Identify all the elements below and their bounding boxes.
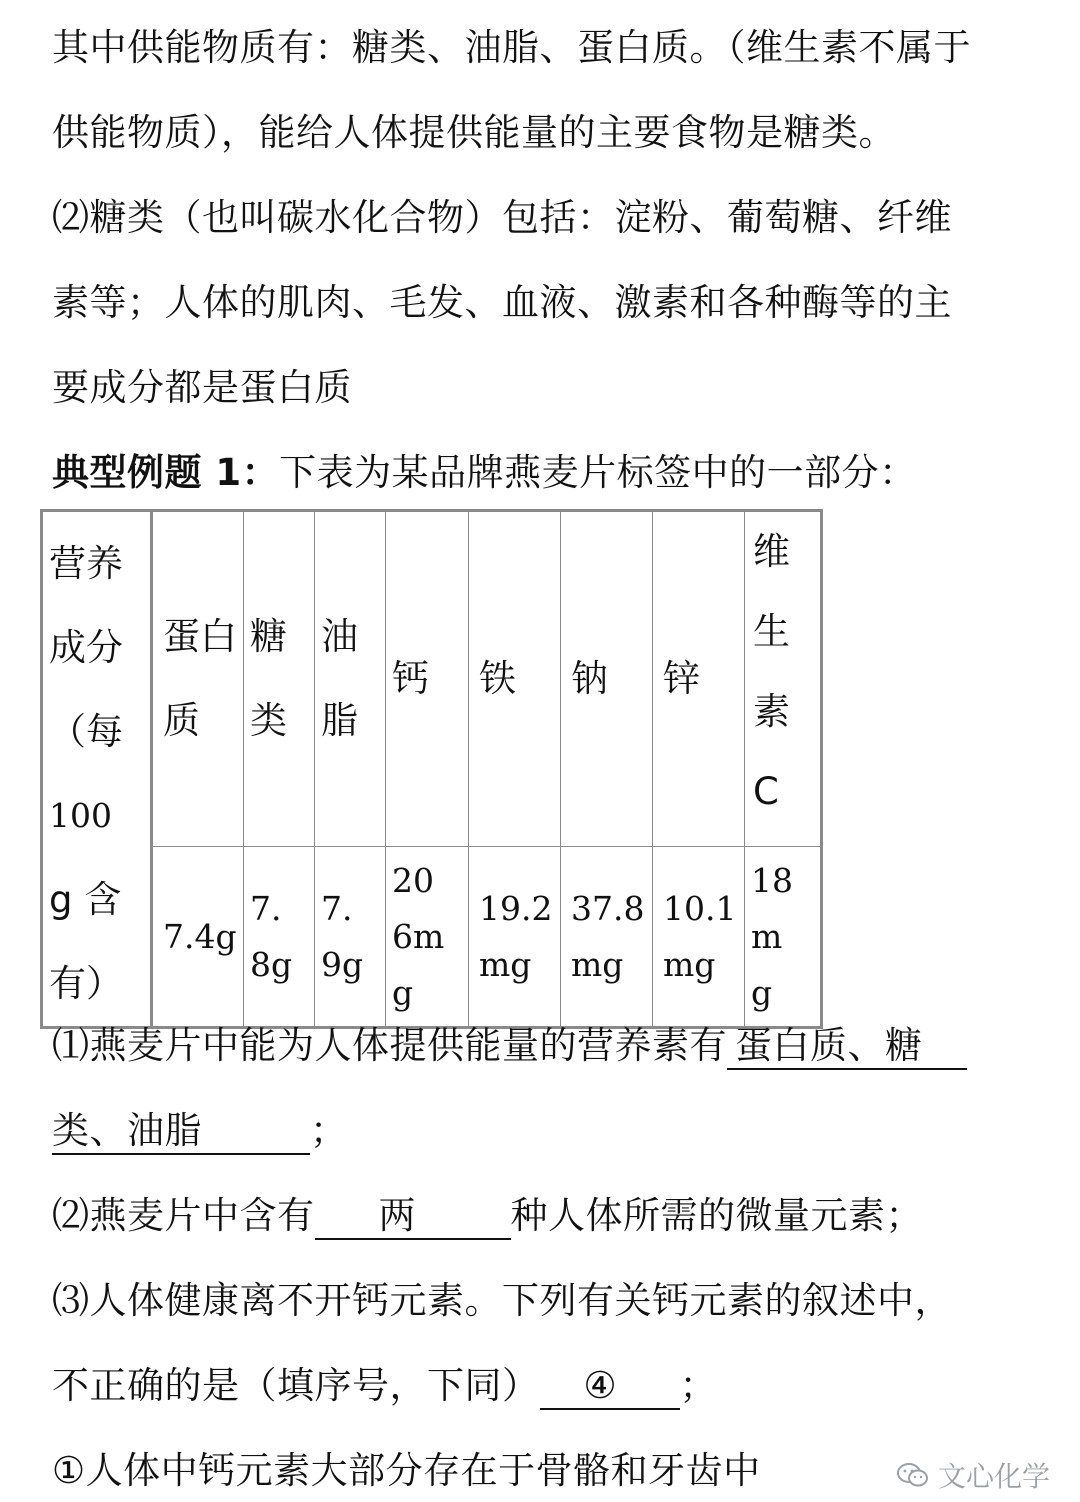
value-calcium: 206mg	[386, 847, 469, 1028]
question-3-suffix: ；	[679, 1364, 717, 1407]
column-header-protein: 蛋白质	[152, 511, 244, 847]
value-sodium: 37.8mg	[561, 847, 653, 1028]
value-zinc: 10.1mg	[653, 847, 745, 1028]
column-header-fat: 油脂	[315, 511, 386, 847]
row-header-part: 100	[49, 796, 112, 835]
row-header-part: g 含	[49, 878, 122, 921]
question-1-line-1	[52, 1024, 967, 1070]
question-2-answer: 两	[315, 1194, 511, 1240]
column-header-vitamin-c: 维生素C	[745, 511, 822, 847]
column-header-sodium: 钠	[561, 511, 653, 847]
question-3-line-2	[52, 1364, 717, 1410]
nutrition-table	[40, 509, 823, 1029]
example-text: 下表为某品牌燕麦片标签中的一部分：	[279, 451, 917, 494]
value-iron: 19.2mg	[469, 847, 561, 1028]
option-1: ①人体中钙元素大部分存在于骨骼和牙齿中	[52, 1449, 761, 1492]
column-header-iron: 铁	[469, 511, 561, 847]
row-header-cell	[42, 511, 152, 1028]
column-header-calcium: 钙	[386, 511, 469, 847]
intro-line-2: 供能物质），能给人体提供能量的主要食物是糖类。	[52, 111, 896, 154]
question-1-suffix: ；	[310, 1109, 348, 1152]
intro-line-4: 素等；人体的肌肉、毛发、血液、激素和各种酶等的主	[52, 281, 952, 324]
value-sugar: 7.8g	[244, 847, 315, 1028]
question-2-prefix: ⑵燕麦片中含有	[52, 1194, 315, 1237]
question-3-line-1: ⑶人体健康离不开钙元素。下列有关钙元素的叙述中，	[52, 1279, 952, 1322]
example-label: 典型例题 1：	[52, 451, 280, 494]
value-protein: 7.4g	[152, 847, 244, 1028]
row-header-part: 成分	[49, 626, 123, 669]
question-1-line-2	[52, 1109, 348, 1155]
intro-line-3: ⑵糖类（也叫碳水化合物）包括：淀粉、葡萄糖、纤维	[52, 196, 952, 239]
row-header-part: （每	[49, 710, 123, 753]
value-vitamin-c: 18mg	[745, 847, 822, 1028]
watermark-text: 文心化学	[937, 1460, 1050, 1493]
question-3-prefix: 不正确的是（填序号，下同）	[52, 1364, 540, 1407]
question-2-suffix: 种人体所需的微量元素；	[510, 1194, 923, 1237]
question-2	[52, 1194, 923, 1240]
value-fat: 7.9g	[315, 847, 386, 1028]
question-1-answer-part-2: 类、油脂	[52, 1109, 310, 1155]
example-heading	[52, 451, 917, 495]
watermark	[896, 1455, 1050, 1495]
column-header-zinc: 锌	[653, 511, 745, 847]
question-1-answer-part-1: 蛋白质、糖	[727, 1024, 967, 1070]
column-header-sugar: 糖类	[244, 511, 315, 847]
row-header-part: 营养	[49, 542, 123, 585]
question-3-answer: ④	[540, 1364, 680, 1410]
intro-line-1: 其中供能物质有：糖类、油脂、蛋白质。（维生素不属于	[52, 26, 971, 69]
intro-line-5: 要成分都是蛋白质	[52, 366, 352, 409]
wechat-icon	[896, 1461, 930, 1489]
row-header-part: 有）	[49, 962, 123, 1005]
question-1-prefix: ⑴燕麦片中能为人体提供能量的营养素有	[52, 1024, 727, 1067]
